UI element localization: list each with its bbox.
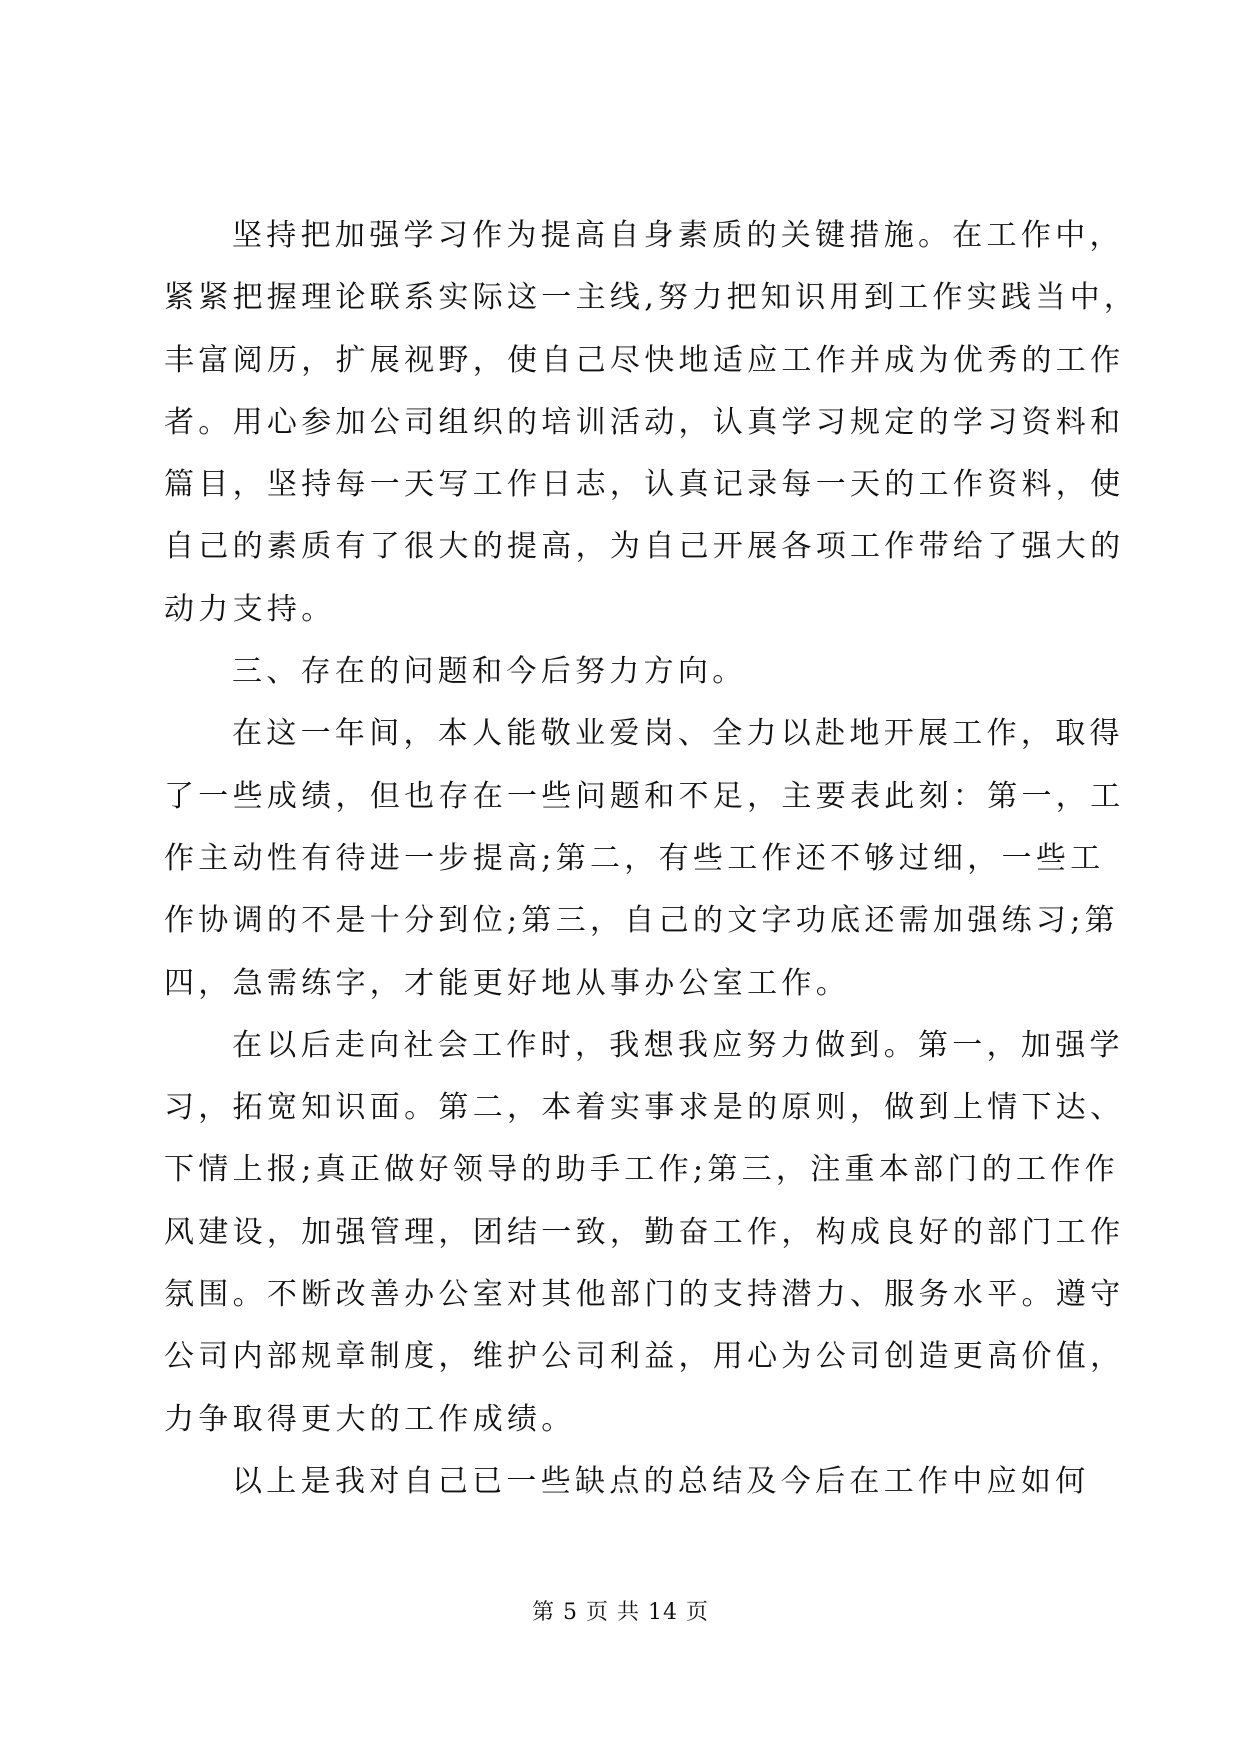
text-line: 公司内部规章制度，维护公司利益，用心为公司创造更高价值， — [164, 1339, 1125, 1375]
text-line: 在以后走向社会工作时，我想我应努力做到。第一，加强学 — [232, 1027, 1124, 1063]
text-line: 以上是我对自己已一些缺点的总结及今后在工作中应如何 — [232, 1463, 1090, 1499]
text-line: 动力支持。 — [164, 591, 336, 627]
text-line: 丰富阅历，扩展视野，使自己尽快地适应工作并成为优秀的工作 — [164, 342, 1125, 378]
text-line: 者。用心参加公司组织的培训活动，认真学习规定的学习资料和 — [164, 404, 1125, 440]
page-footer: 第 5 页 共 14 页 — [532, 1600, 709, 1625]
text-line: 篇目，坚持每一天写工作日志，认真记录每一天的工作资料，使 — [164, 467, 1125, 503]
text-line: 坚持把加强学习作为提高自身素质的关键措施。在工作中， — [232, 218, 1124, 253]
text-line: 风建设，加强管理，团结一致，勤奋工作，构成良好的部门工作 — [164, 1214, 1125, 1250]
text-line: 在这一年间，本人能敬业爱岗、全力以赴地开展工作，取得 — [232, 716, 1124, 752]
text-line: 力争取得更大的工作成绩。 — [164, 1401, 576, 1437]
text-line: 紧紧把握理论联系实际这一主线,努力把知识用到工作实践当中， — [164, 280, 1139, 316]
text-line: 氛围。不断改善办公室对其他部门的支持潜力、服务水平。遵守 — [164, 1277, 1125, 1313]
text-line: 作主动性有待进一步提高;第二，有些工作还不够过细，一些工 — [164, 840, 1105, 876]
text-line: 下情上报;真正做好领导的助手工作;第三，注重本部门的工作作 — [164, 1152, 1119, 1188]
body-text — [164, 205, 1139, 1513]
text-line: 四，急需练字，才能更好地从事办公室工作。 — [164, 965, 850, 1001]
text-line: 三、存在的问题和今后努力方向。 — [232, 654, 747, 690]
text-line: 作协调的不是十分到位;第三，自己的文字功底还需加强练习;第 — [164, 903, 1119, 939]
text-line: 习，拓宽知识面。第二，本着实事求是的原则，做到上情下达、 — [164, 1090, 1125, 1126]
text-line: 自己的素质有了很大的提高，为自己开展各项工作带给了强大的 — [164, 529, 1125, 565]
text-line: 了一些成绩，但也存在一些问题和不足，主要表此刻：第一，工 — [164, 778, 1125, 814]
